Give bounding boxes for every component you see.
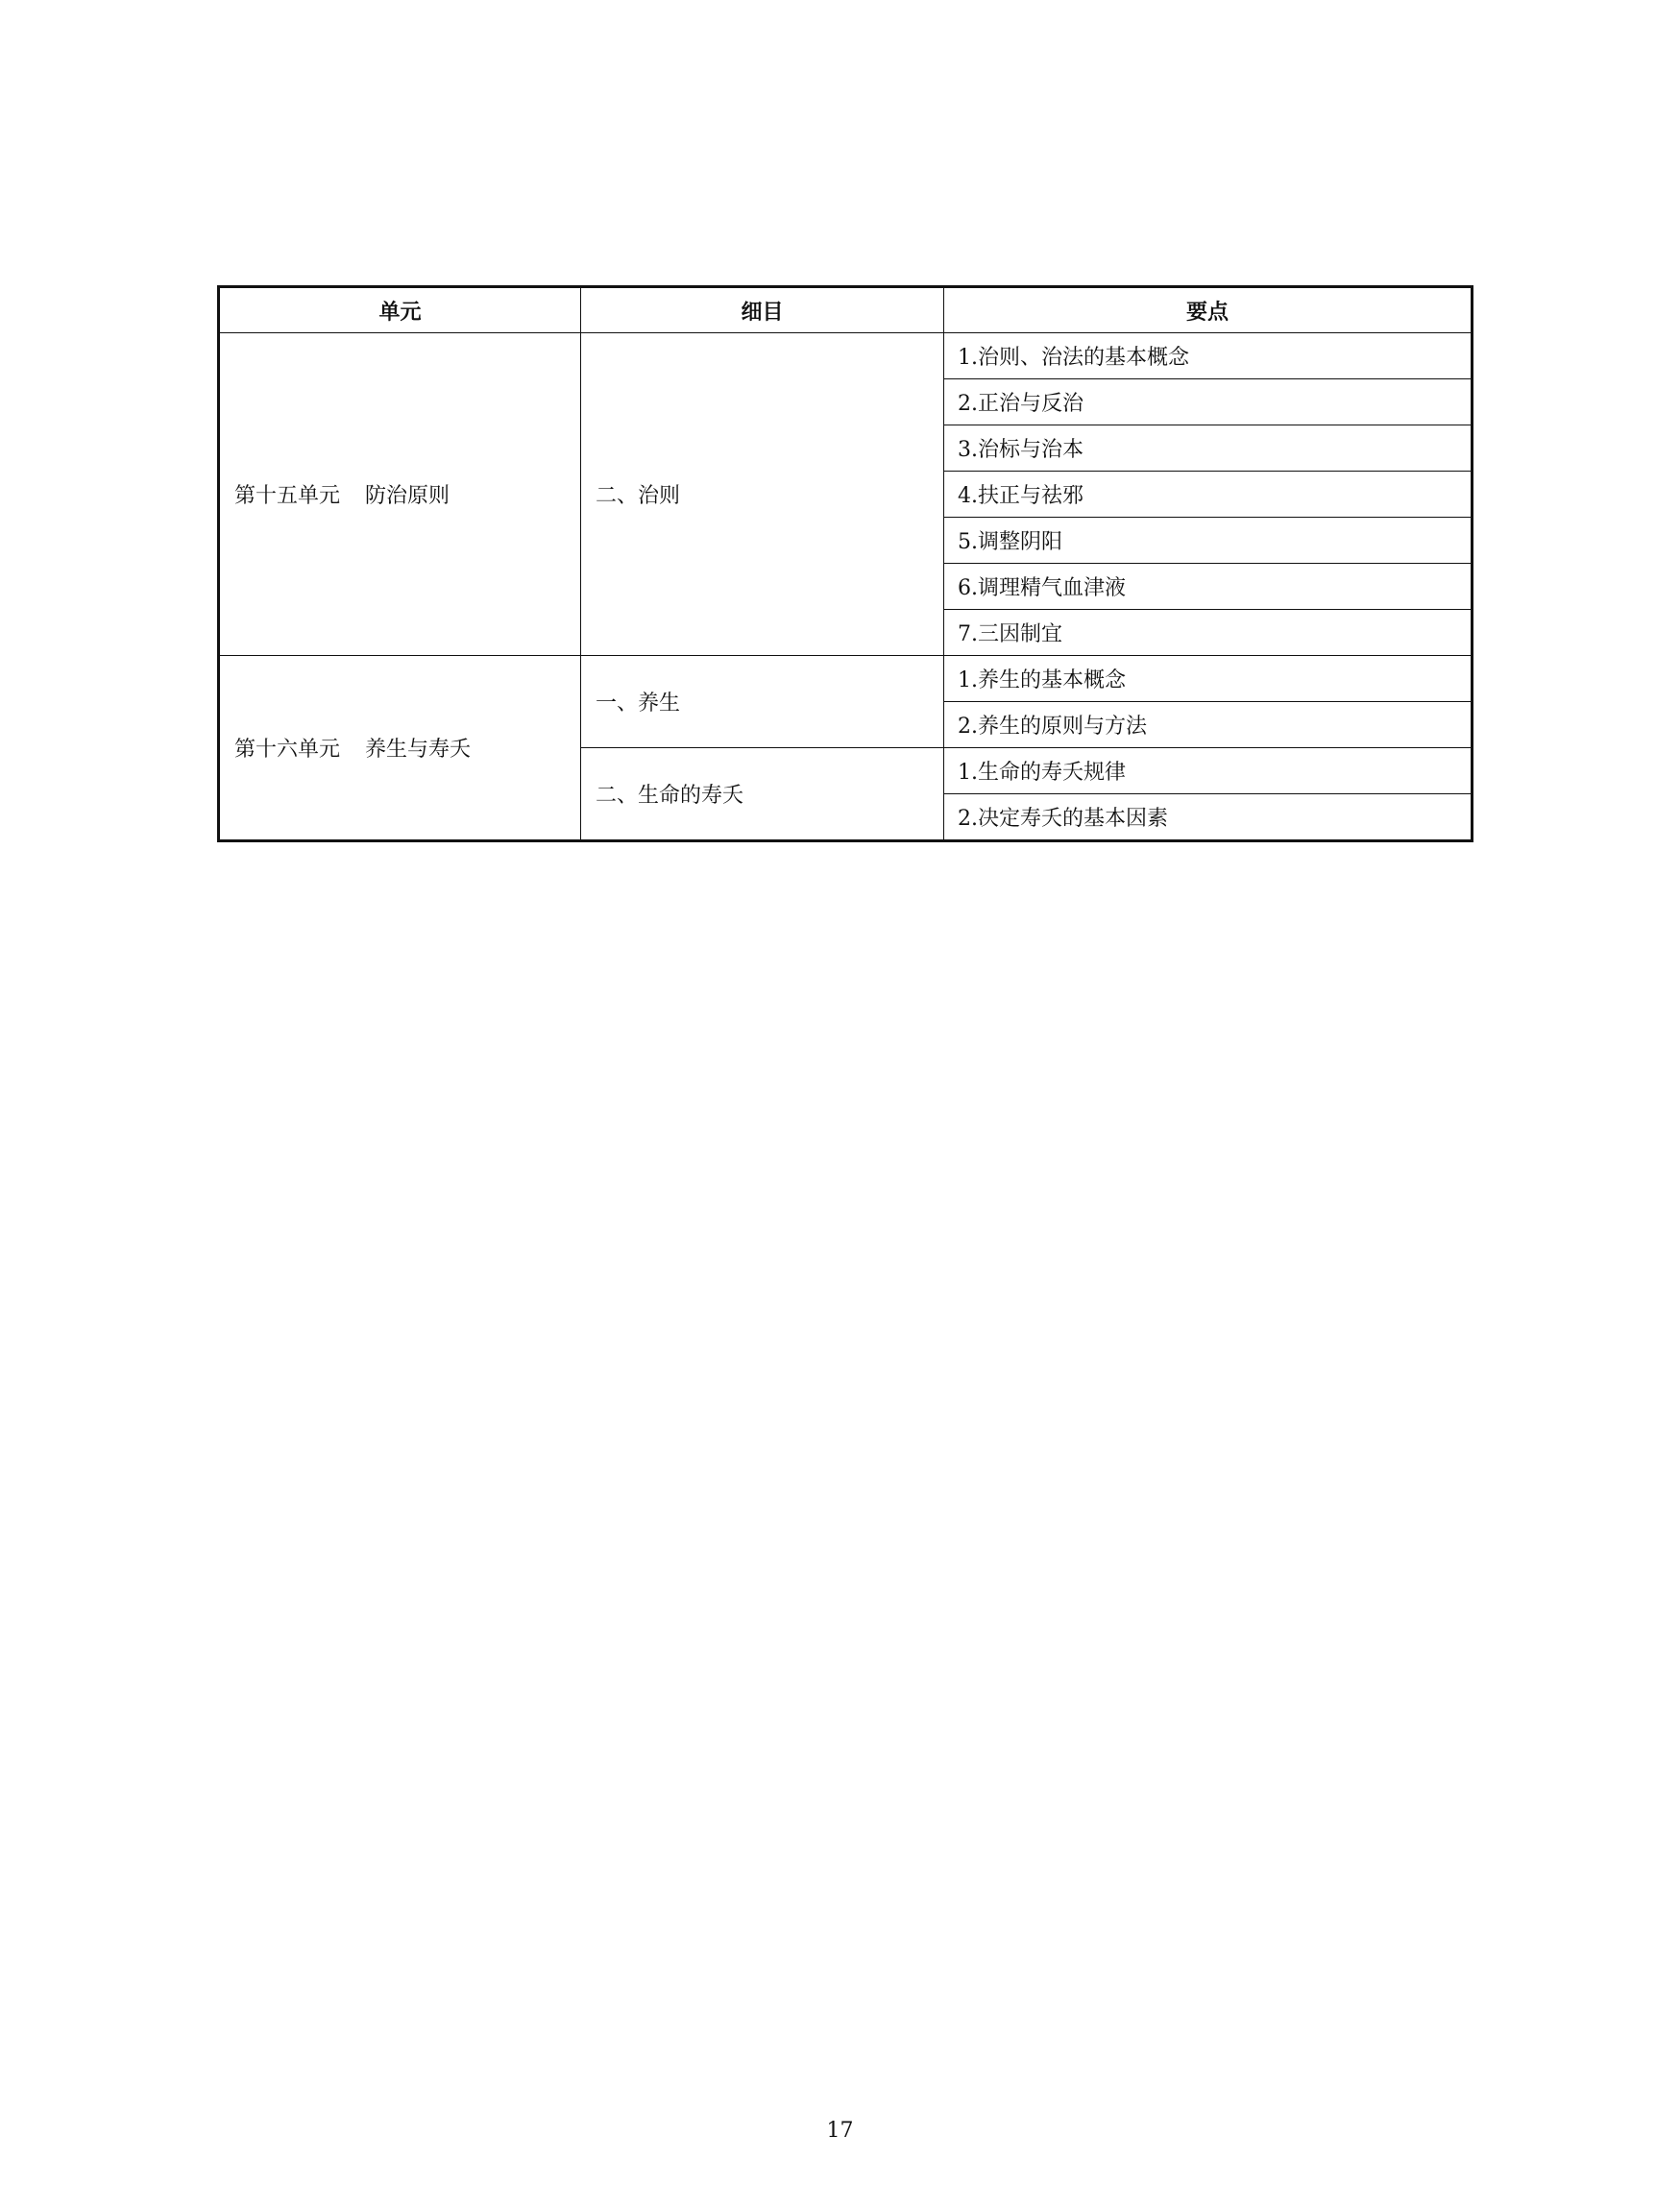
table-row — [219, 656, 1473, 702]
unit-title: 养生与寿夭 — [365, 738, 472, 762]
point-cell: 2.养生的原则与方法 — [944, 702, 1473, 748]
point-cell: 6.调理精气血津液 — [944, 564, 1473, 610]
header-unit: 单元 — [219, 287, 581, 333]
unit-number: 第十五单元 — [234, 484, 341, 508]
syllabus-table — [217, 285, 1473, 842]
point-cell: 5.调整阴阳 — [944, 518, 1473, 564]
table-header-row — [219, 287, 1473, 333]
point-cell: 2.决定寿夭的基本因素 — [944, 794, 1473, 841]
point-cell: 1.生命的寿夭规律 — [944, 748, 1473, 794]
point-cell: 7.三因制宜 — [944, 610, 1473, 656]
table-row — [219, 333, 1473, 379]
point-cell: 1.养生的基本概念 — [944, 656, 1473, 702]
unit-cell — [219, 656, 581, 841]
unit-cell — [219, 333, 581, 656]
item-cell: 一、养生 — [581, 656, 944, 748]
page-number: 17 — [826, 2119, 854, 2143]
header-item: 细目 — [581, 287, 944, 333]
header-point: 要点 — [944, 287, 1473, 333]
unit-title: 防治原则 — [365, 484, 450, 508]
item-cell: 二、生命的寿夭 — [581, 748, 944, 841]
point-cell: 3.治标与治本 — [944, 425, 1473, 472]
point-cell: 4.扶正与祛邪 — [944, 472, 1473, 518]
point-cell: 2.正治与反治 — [944, 379, 1473, 425]
unit-number: 第十六单元 — [234, 738, 341, 762]
point-cell: 1.治则、治法的基本概念 — [944, 333, 1473, 379]
item-cell: 二、治则 — [581, 333, 944, 656]
